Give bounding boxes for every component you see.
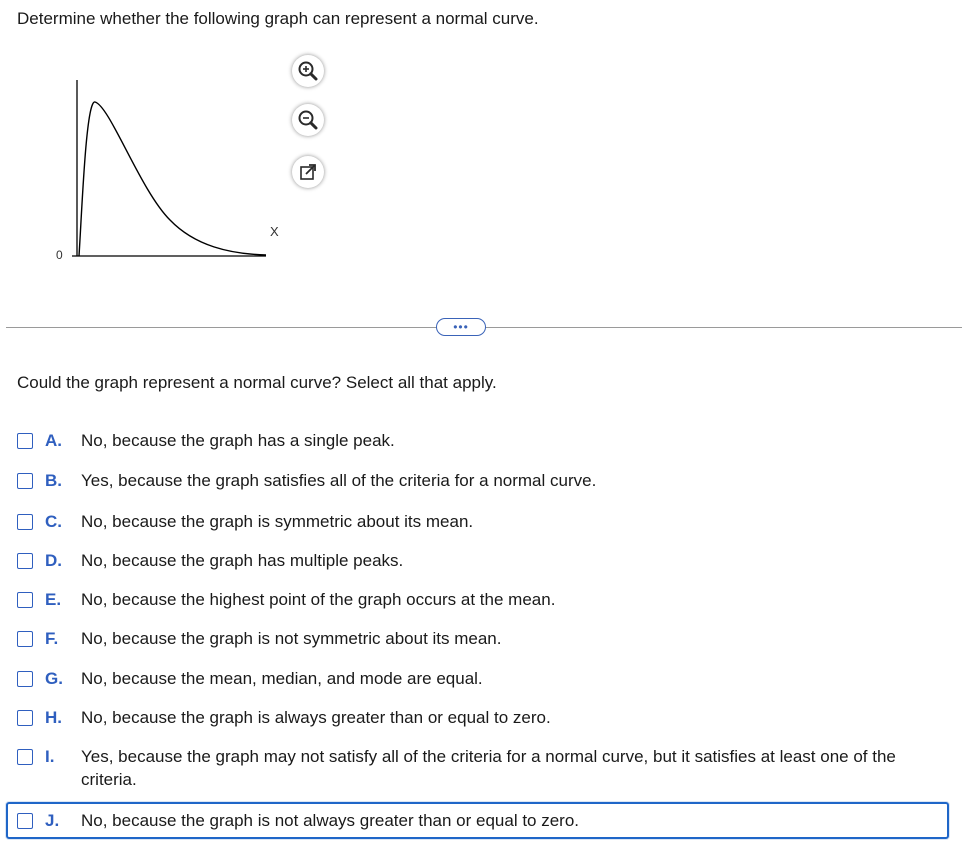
option-letter: B. (45, 471, 62, 490)
option-text: No, because the graph is not symmetric about its mean. (81, 629, 502, 648)
option-text: No, because the mean, median, and mode are equal. (81, 669, 483, 688)
zoom-in-button[interactable] (292, 55, 324, 87)
checkbox-b[interactable] (17, 473, 33, 489)
prompt-text: Could the graph represent a normal curve? Select all that apply. (17, 373, 497, 392)
graph-curve (50, 70, 290, 270)
zoom-out-icon (297, 109, 319, 131)
option-text: No, because the highest point of the graph occurs at the mean. (81, 590, 556, 609)
option-text: No, because the graph has multiple peaks. (81, 551, 404, 570)
option-text: No, because the graph is always greater than or equal to zero. (81, 708, 551, 727)
popout-button[interactable] (292, 156, 324, 188)
question-text: Determine whether the following graph can represent a normal curve. (17, 9, 539, 28)
distribution-graph (50, 70, 290, 270)
checkbox-g[interactable] (17, 671, 33, 687)
option-text: Yes, because the graph satisfies all of the criteria for a normal curve. (81, 471, 597, 490)
y-axis-zero-label: 0 (56, 248, 63, 262)
popout-icon (298, 162, 318, 182)
option-h[interactable] (17, 708, 931, 729)
option-g[interactable] (17, 669, 931, 690)
zoom-out-button[interactable] (292, 104, 324, 136)
option-j[interactable] (6, 802, 949, 839)
checkbox-a[interactable] (17, 433, 33, 449)
checkbox-c[interactable] (17, 514, 33, 530)
option-letter: D. (45, 551, 62, 570)
option-letter: I. (45, 747, 55, 766)
option-letter: G. (45, 669, 63, 688)
more-options-button[interactable]: ••• (436, 318, 486, 336)
option-a[interactable] (17, 431, 931, 452)
option-letter: F. (45, 629, 59, 648)
checkbox-f[interactable] (17, 631, 33, 647)
option-letter: H. (45, 708, 62, 727)
checkbox-e[interactable] (17, 592, 33, 608)
checkbox-j[interactable] (17, 813, 33, 829)
option-letter: A. (45, 431, 62, 450)
option-d[interactable] (17, 551, 931, 572)
checkbox-h[interactable] (17, 710, 33, 726)
option-c[interactable] (17, 512, 931, 533)
option-text: Yes, because the graph may not satisfy all of the criteria for a normal curve, but it satisfies at least one of the criteria. (81, 747, 896, 789)
option-i[interactable] (17, 747, 931, 791)
option-letter: C. (45, 512, 62, 531)
option-e[interactable] (17, 590, 931, 611)
zoom-in-icon (297, 60, 319, 82)
option-text: No, because the graph has a single peak. (81, 431, 395, 450)
checkbox-d[interactable] (17, 553, 33, 569)
option-text: No, because the graph is not always greater than or equal to zero. (81, 811, 580, 830)
option-f[interactable] (17, 629, 931, 650)
option-text: No, because the graph is symmetric about its mean. (81, 512, 474, 531)
option-letter: J. (45, 811, 60, 830)
option-b[interactable] (17, 471, 931, 492)
checkbox-i[interactable] (17, 749, 33, 765)
option-letter: E. (45, 590, 62, 609)
x-axis-label: X (270, 224, 279, 239)
